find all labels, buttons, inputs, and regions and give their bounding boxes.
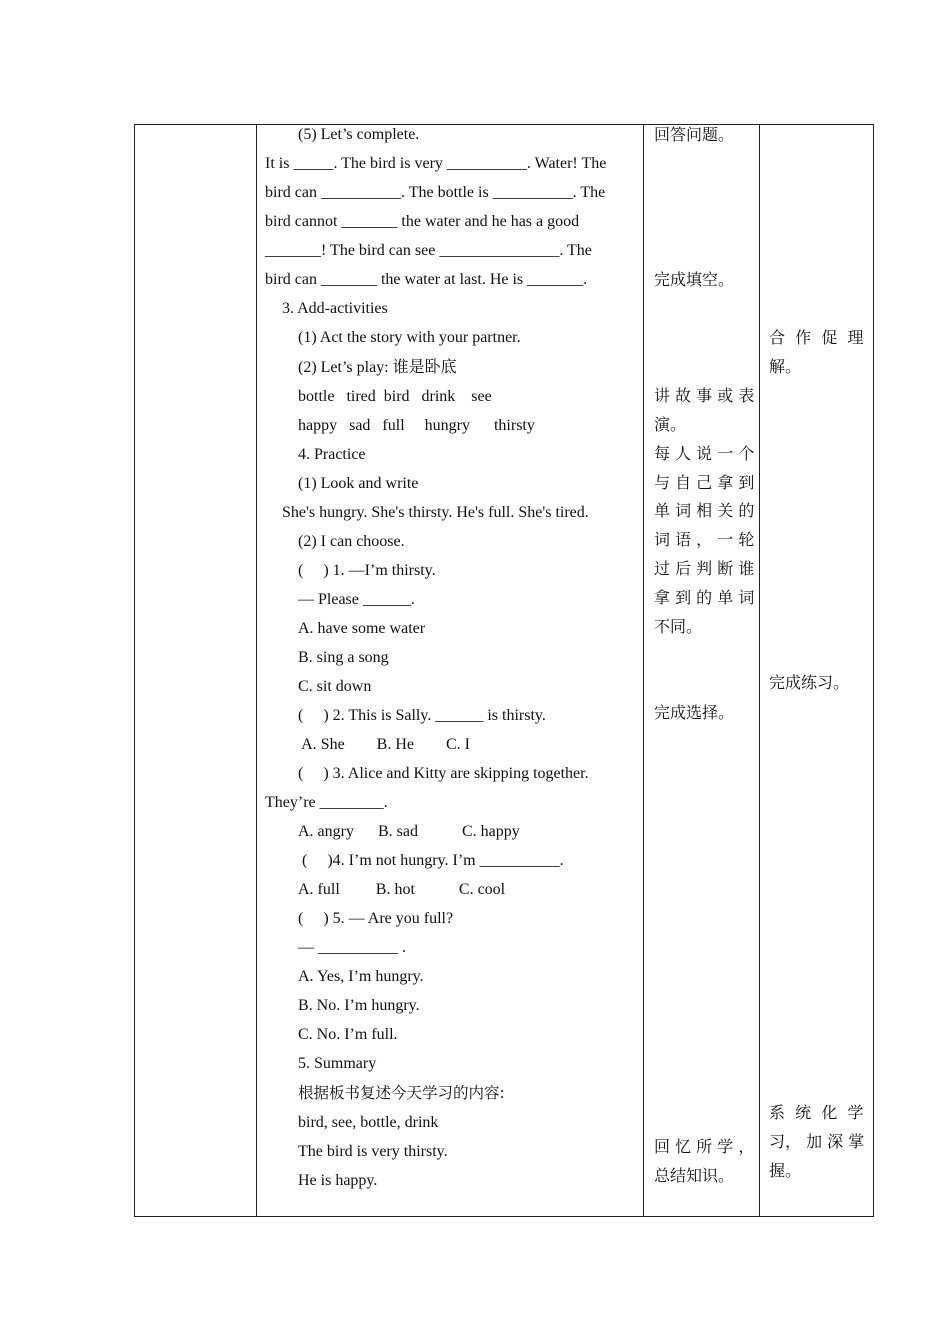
question-line: ( ) 3. Alice and Kitty are skipping together. (298, 765, 589, 782)
option-line: A. She B. He C. I (298, 736, 470, 753)
content-line: bird can _______ the water at last. He is _______. (265, 271, 588, 288)
content-line: (5) Let’s complete. (298, 126, 420, 143)
content-line: 根据板书复述今天学习的内容: (298, 1084, 505, 1102)
purpose-line: 合 作 促 理 (769, 328, 864, 347)
content-line: (1) Act the story with your partner. (298, 329, 521, 346)
purpose-line: 解。 (769, 357, 802, 376)
column-divider-1 (256, 125, 257, 1216)
student-line: 与 自 己 拿 到 (654, 473, 755, 492)
student-line: 讲 故 事 或 表 (654, 386, 755, 405)
option-line: C. sit down (298, 678, 372, 695)
column-divider-3 (759, 125, 760, 1216)
question-line: ( )4. I’m not hungry. I’m __________. (298, 852, 564, 869)
student-line: 演。 (654, 415, 687, 434)
content-line: _______! The bird can see _______________. The (265, 242, 592, 259)
student-line: 词 语 ， 一 轮 (654, 530, 755, 549)
option-line: A. angry B. sad C. happy (298, 823, 520, 840)
content-line: He is happy. (298, 1172, 378, 1189)
content-line: (2) I can choose. (298, 533, 405, 550)
option-line: A. full B. hot C. cool (298, 881, 506, 898)
content-line: It is _____. The bird is very __________. Water! The (265, 155, 607, 172)
purpose-line: 系 统 化 学 (769, 1103, 864, 1122)
content-line: She's hungry. She's thirsty. He's full. She's tired. (282, 504, 589, 521)
section-heading: 4. Practice (298, 446, 366, 463)
student-line: 不同。 (654, 617, 703, 636)
student-line: 回 忆 所 学 ， (654, 1137, 755, 1156)
option-line: C. No. I’m full. (298, 1026, 398, 1043)
section-heading: 3. Add-activities (282, 300, 388, 317)
purpose-line: 握。 (769, 1161, 802, 1180)
column-divider-2 (643, 125, 644, 1216)
question-line: ( ) 1. —I’m thirsty. (298, 562, 436, 579)
content-line: (2) Let’s play: 谁是卧底 (298, 359, 457, 376)
question-line: ( ) 2. This is Sally. ______ is thirsty. (298, 707, 546, 724)
purpose-line: 完成练习。 (769, 673, 850, 692)
student-line: 完成选择。 (654, 703, 735, 722)
content-line: bird can __________. The bottle is __________. The (265, 184, 606, 201)
student-line: 回答问题。 (654, 125, 735, 144)
content-line: The bird is very thirsty. (298, 1143, 448, 1160)
question-line: They’re ________. (265, 794, 388, 811)
content-line: (1) Look and write (298, 475, 419, 492)
question-line: — __________ . (298, 939, 406, 956)
option-line: B. No. I’m hungry. (298, 997, 420, 1014)
content-line: bird, see, bottle, drink (298, 1114, 439, 1131)
student-line: 拿 到 的 单 词 (654, 588, 755, 607)
word-list: happy sad full hungry thirsty (298, 417, 535, 434)
student-line: 总结知识。 (654, 1166, 735, 1185)
student-line: 过 后 判 断 谁 (654, 559, 755, 578)
option-line: A. Yes, I’m hungry. (298, 968, 424, 985)
content-line: bird cannot _______ the water and he has a good (265, 213, 580, 230)
question-line: ( ) 5. — Are you full? (298, 910, 454, 927)
student-line: 单 词 相 关 的 (654, 501, 755, 520)
word-list: bottle tired bird drink see (298, 388, 492, 405)
section-heading: 5. Summary (298, 1055, 377, 1072)
student-line: 完成填空。 (654, 270, 735, 289)
student-line: 每 人 说 一 个 (654, 444, 755, 463)
purpose-line: 习， 加 深 掌 (769, 1132, 865, 1151)
option-line: A. have some water (298, 620, 426, 637)
option-line: B. sing a song (298, 649, 389, 666)
question-line: — Please ______. (298, 591, 415, 608)
